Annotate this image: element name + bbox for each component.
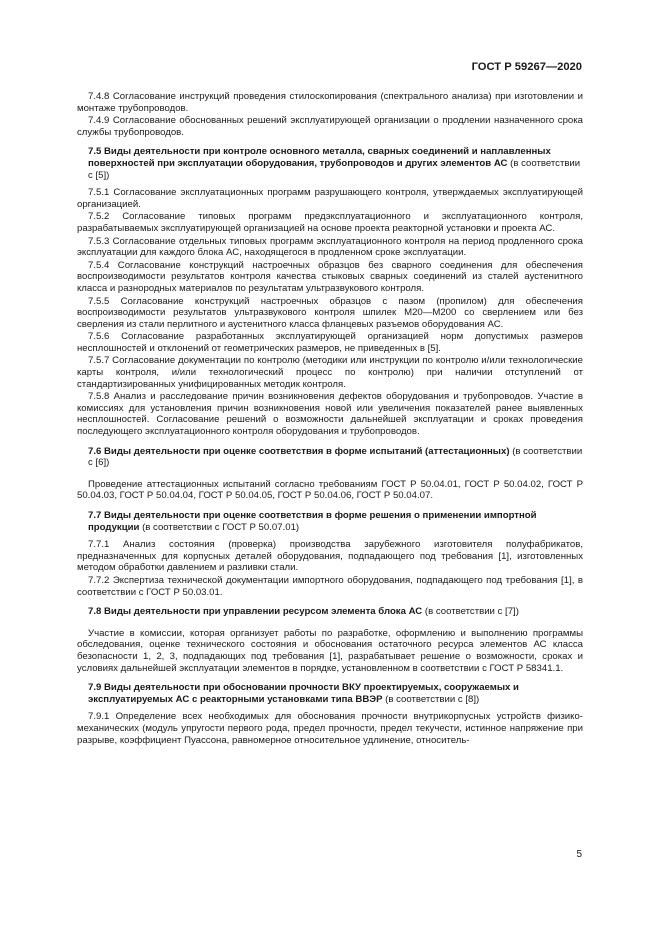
- paragraph-7-4-9: 7.4.9 Согласование обоснованных решений эксплуатирующей организации о продлении назначенного срока службы трубопроводов.: [77, 115, 583, 138]
- paragraph-7-5-3: 7.5.3 Согласование отдельных типовых программ эксплуатационного контроля на период продленного срока эксплуатации для каждого блока АС, находящегося в продленном сроке эксплуатации.: [77, 235, 583, 259]
- paragraph-7-5-1: 7.5.1 Согласование эксплуатационных программ разрушающего контроля, утверждаемых эксплуатирующей организацией.: [77, 187, 583, 210]
- paragraph-7-5-2: 7.5.2 Согласование типовых программ предэксплуатационного и эксплуатационного контроля, разрабатываемых эксплуатирующей организацией на основе проекта реакторной установки и проекта АС.: [77, 211, 583, 234]
- section-heading-7-5: [77, 146, 583, 181]
- paragraph-7-5-5: 7.5.5 Согласование конструкций настроечных образцов с пазом (пропилом) для обеспечения воспроизводимости результатов ультразвукового контроля шпилек М20—М200 со сверлением или без сверления из стали перлитного и аустенитного класса фланцевых разъемов оборудования АС.: [77, 295, 583, 330]
- standard-number: ГОСТ Р 59267—2020: [471, 61, 582, 73]
- paragraph-7-6-text: Проведение аттестационных испытаний согласно требованиям ГОСТ Р 50.04.01, ГОСТ Р 50.04.02, ГОСТ Р 50.04.03, ГОСТ Р 50.04.04, ГОСТ Р 50.04.05, ГОСТ Р 50.04.06, ГОСТ Р 50.04.07.: [77, 478, 583, 502]
- section-heading-7-9-title: 7.9 Виды деятельности при обосновании прочности ВКУ проектируемых, сооружаемых и эксплуатируемых АС с реакторными установками типа ВВЭР: [88, 682, 519, 705]
- paragraph-7-4-8: 7.4.8 Согласование инструкций проведения стилоскопирования (спектрального анализа) при изготовлении и монтаже трубопроводов.: [77, 91, 583, 114]
- paragraph-7-8-text: Участие в комиссии, которая организует работы по разработке, оформлению и выполнению программы обследования, оценке технического состояния и обоснования остаточного ресурса элементов АС класса безопасности 1, 2, 3, подпадающих под требования [1], разрабатывает решение о возможности, сроках и условиях дальнейшей эксплуатации элементов в порядке, установленном в соответствии с ГОСТ Р 58341.1.: [77, 627, 583, 674]
- page-number: 5: [576, 849, 582, 860]
- section-heading-7-9-ref: (в соответствии с [8]): [382, 693, 480, 705]
- section-heading-7-6-title: 7.6 Виды деятельности при оценке соответствия в форме испытаний (аттестационных): [88, 445, 510, 457]
- paragraph-7-7-1: 7.7.1 Анализ состояния (проверка) производства зарубежного изготовителя полуфабрикатов, предназначенных для корпусных деталей оборудования, подпадающего под требования [1], изготовленных методом обработки давлением и разливки стали.: [77, 539, 583, 574]
- paragraph-7-9-1: 7.9.1 Определение всех необходимых для обоснования прочности внутрикорпусных устройств физико-механических (модуль упругости первого рода, предел прочности, предел текучести, истинное напряжение при разрыве, коэффициент Пуассона, равномерное относительное удлинение, относитель-: [77, 711, 583, 746]
- section-heading-7-5-ref: (в соответствии с [5]): [88, 157, 581, 181]
- paragraph-7-5-4: 7.5.4 Согласование конструкций настроечных образцов без сварного соединения для обеспечения воспроизводимости результатов контроля качества стыковых сварных соединений из сталей аустенитного класса и разнородных материалов по результатам ультразвукового контроля.: [77, 259, 583, 294]
- paragraph-7-5-6: 7.5.6 Согласование разработанных эксплуатирующей организацией норм допустимых размеров несплошностей и отклонений от геометрических размеров, не приведенных в [5].: [77, 331, 583, 354]
- section-heading-7-8-title: 7.8 Виды деятельности при управлении ресурсом элемента блока АС: [88, 606, 423, 618]
- section-heading-7-5-title: 7.5 Виды деятельности при контроле основного металла, сварных соединений и наплавленных поверхностей при эксплуатации оборудования, трубопроводов и других элементов АС: [88, 146, 551, 169]
- document-body: [77, 91, 583, 747]
- section-heading-7-8: [77, 606, 583, 618]
- paragraph-7-5-7: 7.5.7 Согласование документации по контролю (методики или инструкции по контролю и/или технологические карты контроля, и/или технологический процесс по контролю) при наличии отступлений от стандартизированных унифицированных методик контроля.: [77, 355, 583, 390]
- section-heading-7-7-ref: (в соответствии с ГОСТ Р 50.07.01): [139, 521, 300, 533]
- paragraph-7-5-8: 7.5.8 Анализ и расследование причин возникновения дефектов оборудования и трубопроводов. Участие в комиссиях для установления причин возникновения новой или увеличения показателей ранее выявленных несплошностей. Согласование решений о возможности дальнейшей эксплуатации и сроках проведения последующего эксплуатационного контроля оборудования и трубопроводов.: [77, 391, 583, 438]
- section-heading-7-8-ref: (в соответствии с [7]): [422, 606, 519, 618]
- paragraph-7-7-2: 7.7.2 Экспертиза технической документации импортного оборудования, подпадающего под требования [1], в соответствии с ГОСТ Р 50.03.01.: [77, 574, 583, 598]
- section-heading-7-9: [77, 682, 583, 705]
- section-heading-7-6-ref: (в соответствии с [6]): [88, 445, 583, 469]
- section-heading-7-7: [77, 510, 583, 533]
- section-heading-7-6: [77, 446, 583, 469]
- section-heading-7-7-title: 7.7 Виды деятельности при оценке соответствия в форме решения о применении импортной продукции: [88, 510, 537, 533]
